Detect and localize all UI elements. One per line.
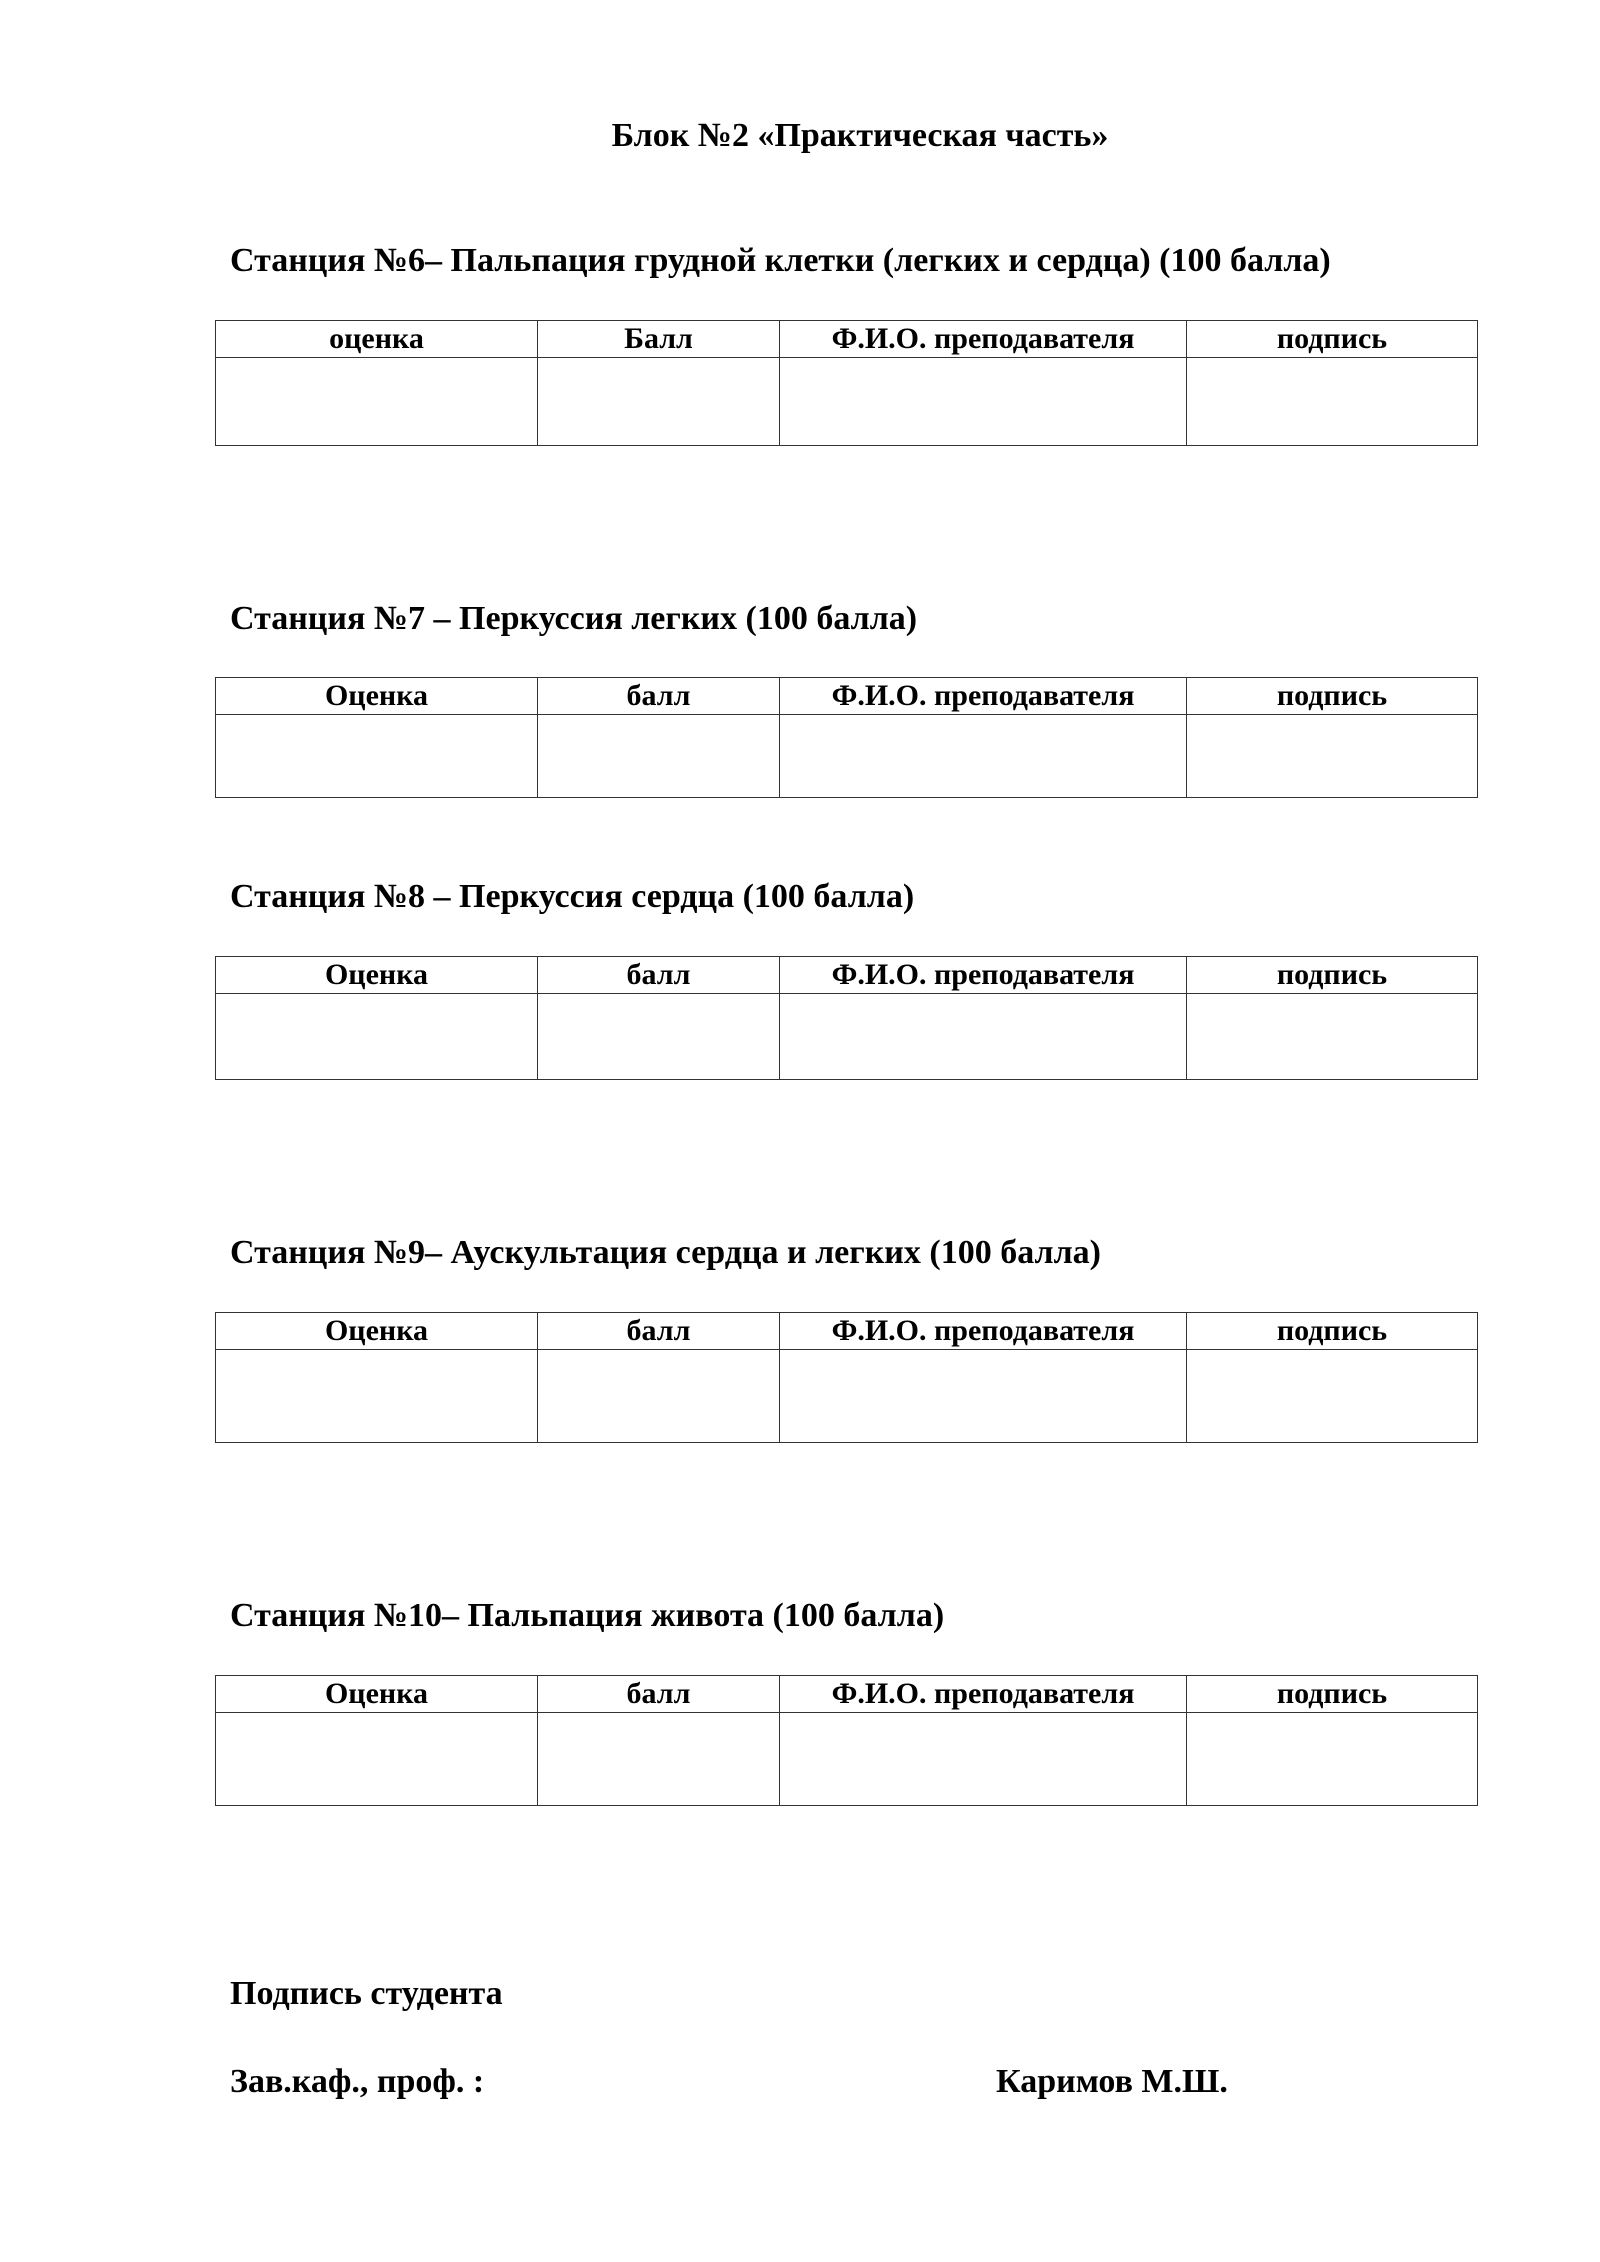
column-header-score: Балл (538, 321, 780, 358)
column-header-grade: Оценка (216, 678, 538, 715)
station-7-table (215, 677, 1478, 798)
column-header-grade: Оценка (216, 1313, 538, 1350)
score-cell[interactable] (538, 1350, 780, 1443)
table-row (216, 1713, 1478, 1806)
column-header-grade: Оценка (216, 957, 538, 994)
column-header-signature: подпись (1187, 957, 1478, 994)
grade-cell[interactable] (216, 1713, 538, 1806)
column-header-signature: подпись (1187, 1313, 1478, 1350)
grade-cell[interactable] (216, 994, 538, 1080)
station-7-title: Станция №7 – Перкуссия легких (100 балла) (230, 600, 918, 637)
grade-cell[interactable] (216, 358, 538, 446)
station-8-table (215, 956, 1478, 1080)
teacher-name-cell[interactable] (780, 358, 1187, 446)
score-cell[interactable] (538, 358, 780, 446)
station-9-table (215, 1312, 1478, 1443)
column-header-teacher-name: Ф.И.О. преподавателя (780, 321, 1187, 358)
table-header-row (216, 1676, 1478, 1713)
table-row (216, 1350, 1478, 1443)
score-cell[interactable] (538, 715, 780, 798)
station-10-table (215, 1675, 1478, 1806)
station-8-title: Станция №8 – Перкуссия сердца (100 балла) (230, 878, 915, 915)
table-header-row (216, 678, 1478, 715)
column-header-score: балл (538, 1676, 780, 1713)
signature-cell[interactable] (1187, 994, 1478, 1080)
teacher-name-cell[interactable] (780, 1713, 1187, 1806)
column-header-teacher-name: Ф.И.О. преподавателя (780, 1676, 1187, 1713)
score-cell[interactable] (538, 1713, 780, 1806)
grade-cell[interactable] (216, 1350, 538, 1443)
page-title: Блок №2 «Практическая часть» (611, 117, 1109, 154)
column-header-score: балл (538, 678, 780, 715)
column-header-teacher-name: Ф.И.О. преподавателя (780, 1313, 1187, 1350)
column-header-signature: подпись (1187, 321, 1478, 358)
table-header-row (216, 321, 1478, 358)
signature-cell[interactable] (1187, 715, 1478, 798)
student-signature-label: Подпись студента (230, 1975, 503, 2012)
table-header-row (216, 957, 1478, 994)
column-header-teacher-name: Ф.И.О. преподавателя (780, 678, 1187, 715)
column-header-score: балл (538, 957, 780, 994)
signature-cell[interactable] (1187, 1713, 1478, 1806)
table-header-row (216, 1313, 1478, 1350)
head-of-department-label: Зав.каф., проф. : (230, 2063, 485, 2100)
table-row (216, 358, 1478, 446)
column-header-grade: оценка (216, 321, 538, 358)
signature-cell[interactable] (1187, 1350, 1478, 1443)
column-header-signature: подпись (1187, 1676, 1478, 1713)
table-row (216, 715, 1478, 798)
teacher-name-cell[interactable] (780, 1350, 1187, 1443)
station-10-title: Станция №10– Пальпация живота (100 балла) (230, 1597, 945, 1634)
column-header-teacher-name: Ф.И.О. преподавателя (780, 957, 1187, 994)
teacher-name-cell[interactable] (780, 715, 1187, 798)
teacher-name-cell[interactable] (780, 994, 1187, 1080)
column-header-score: балл (538, 1313, 780, 1350)
station-6-table (215, 320, 1478, 446)
station-6-title: Станция №6– Пальпация грудной клетки (легких и сердца) (100 балла) (230, 242, 1331, 279)
score-cell[interactable] (538, 994, 780, 1080)
signature-cell[interactable] (1187, 358, 1478, 446)
table-row (216, 994, 1478, 1080)
column-header-grade: Оценка (216, 1676, 538, 1713)
head-of-department-name: Каримов М.Ш. (996, 2063, 1228, 2100)
column-header-signature: подпись (1187, 678, 1478, 715)
station-9-title: Станция №9– Аускультация сердца и легких (100 балла) (230, 1234, 1101, 1271)
grade-cell[interactable] (216, 715, 538, 798)
